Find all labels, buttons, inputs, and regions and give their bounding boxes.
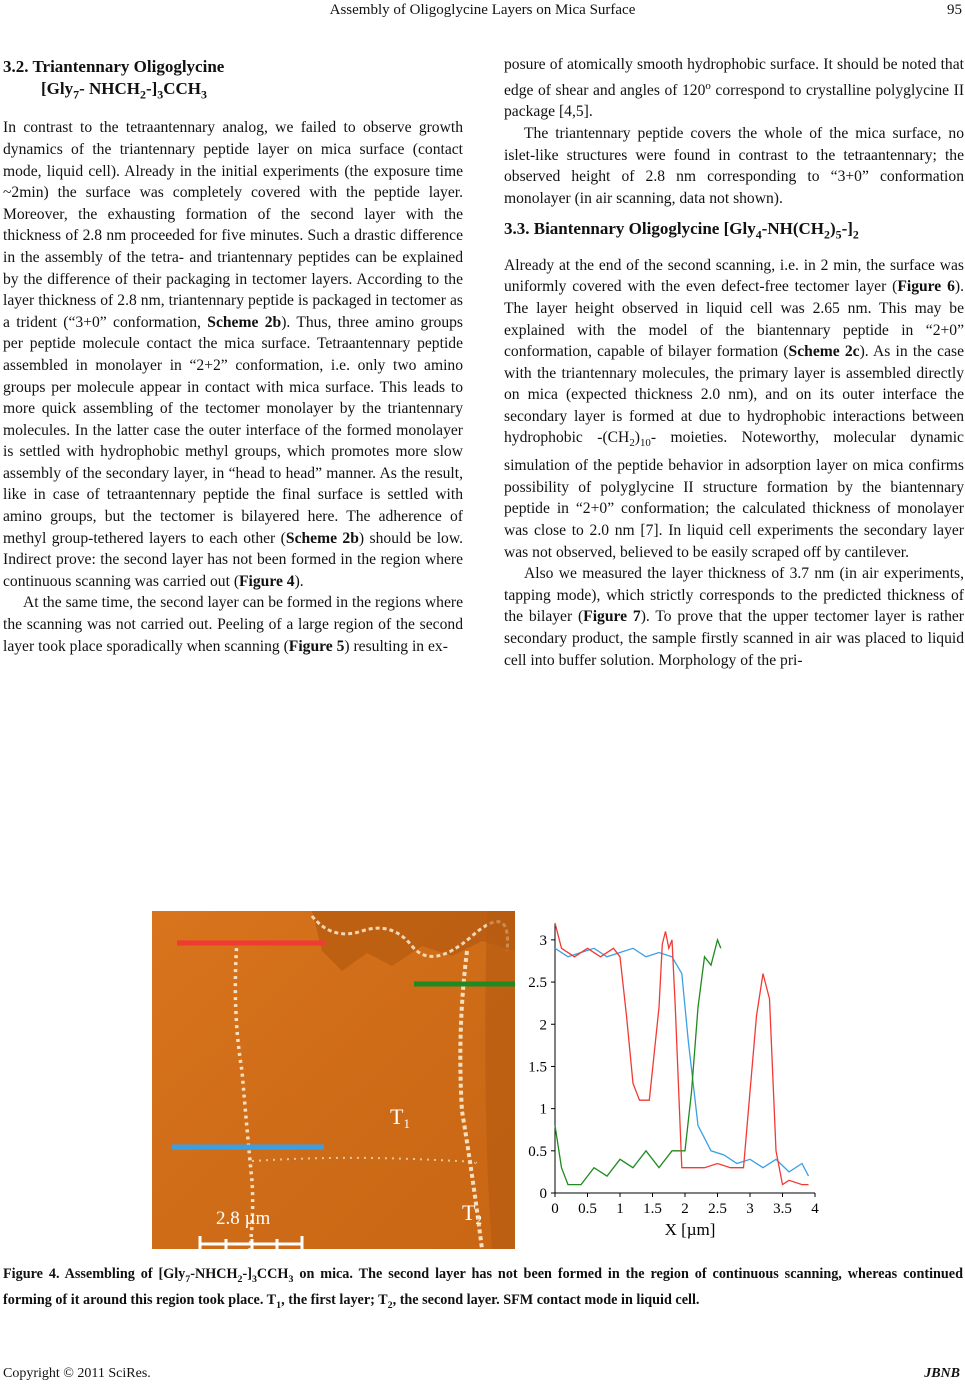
afm-right-strip xyxy=(485,911,515,1249)
section-heading-3-3: 3.3. Biantennary Oligoglycine $[Gly_4-NH(CH_2)_5-]_2$ xyxy=(504,219,859,242)
paragraph: At the same time, the second layer can be formed in the regions where the scanning was not carried out. Peeling of a large region of the second layer took place sporadically when scanning (Figure 5) resulting in ex- xyxy=(3,594,463,655)
x-tick-label: 1 xyxy=(616,1201,624,1217)
figure-4 xyxy=(152,911,832,1249)
paragraph: Also we measured the layer thickness of 3.7 nm (in air experiments, tapping mode), which strictly corresponds to the predicted thickness of the bilayer (Figure 7). To prove that the upper tectomer layer is rather secondary product, the sample firstly scanned in air was placed to liquid cell into buffer solution. Morphology of the pri- xyxy=(504,565,964,669)
x-tick-label: 2 xyxy=(681,1201,689,1217)
paragraph: Already at the end of the second scanning, i.e. in 2 min, the surface was uniformly covered with the even defect-free tectomer layer (Figure 6). The layer height observed in liquid cell was 2.65 nm. This may be explained with the model of the biantennary peptide in “2+0” conformation, capable of bilayer formation (Scheme 2c). As in the case with the triantennary molecules, the primary layer is assembled directly on mica (expected thickness 2.0 nm), and on its outer interface the secondary layer is formed at due to hydrophobic interactions between hydrophobic $-(CH_2)_{10}-$ moieties. Noteworthy, molecular dynamic simulation of the peptide behavior in adsorption layer on mica confirms possibility of polyglycine II structure formation by the biantennary peptide in “2+0” conformation; the calculated thickness of monolayer was close to 2.0 nm [7]. In liquid cell experiments the secondary layer was not observed, believed to be easily scraped off by cantilever. xyxy=(504,256,964,561)
page-header xyxy=(0,2,965,24)
right-column xyxy=(504,54,964,671)
x-tick-label: 4 xyxy=(811,1201,819,1217)
y-tick-label: 1.5 xyxy=(528,1059,547,1076)
copyright: Copyright © 2011 SciRes. xyxy=(3,1366,151,1381)
y-tick-label: 1 xyxy=(539,1101,547,1118)
figure-caption: Figure 4. Assembling of $[Gly_7-NHCH_2-]_3CCH_3$ on mica. The second layer has not been formed in the region of continuous scanning, whereas continued forming of it around this region took place. $T_1$, the first layer; $T_2$, the second layer. SFM contact mode in liquid cell. xyxy=(3,1266,963,1311)
label-t1: T1 xyxy=(390,1104,410,1131)
x-tick-label: 0.5 xyxy=(578,1201,597,1217)
page-number: 95 xyxy=(947,2,962,18)
x-tick-label: 1.5 xyxy=(643,1201,662,1217)
y-tick-label: 0 xyxy=(539,1186,547,1202)
journal-abbrev: JBNB xyxy=(924,1366,960,1381)
x-tick-label: 2.5 xyxy=(708,1201,727,1217)
page-footer xyxy=(3,1366,963,1382)
x-tick-label: 3 xyxy=(746,1201,754,1217)
label-t2: T2 xyxy=(462,1200,482,1227)
left-column xyxy=(3,56,463,657)
running-title: Assembly of Oligoglycine Layers on Mica Surface xyxy=(329,2,636,18)
x-tick-label: 0 xyxy=(551,1201,559,1217)
scale-bar-label: 2.8 µm xyxy=(216,1208,271,1229)
y-tick-label: 3 xyxy=(539,932,547,949)
paragraph: In contrast to the tetraantennary analog, we failed to observe growth dynamics of the triantennary peptide layer on mica surface (contact mode, liquid cell). Already in the initial experiments (the exposure time ~2min) the surface was completely covered with the peptide layer. Moreover, the exhausting formation of the second layer with the thickness of 2.8 nm proceeded for five minutes. Such a drastic difference in the assembly of the tetra- and triantennary peptides can be explained by the difference of their packaging in tectomer layers. According to the layer thickness of 2.8 nm, triantennary peptide is packaged in tectomer as a trident (“3+0” conformation, Scheme 2b). Thus, three amino groups per peptide molecule contact the mica surface. Tetraantennary peptide assembled in monolayer in “2+2” conformation, i.e. only two amino groups per molecule appear in contact with mica surface. This leads to more quick assembling of the tectomer monolayer by the triantennary molecules. In the latter case the outer interface of the formed monolayer is settled with hydrophobic methyl groups, which promotes more slow assembly of the secondary layer, in “head to head” manner. As the result, like in case of tetraantennary peptide the final surface is settled with amino groups, but the tectomer is bilayered here. The adherence of methyl group-tethered layers to each other (Scheme 2b) should be low. Indirect prove: the second layer has not been formed in the region where continuous scanning was carried out (Figure 4). xyxy=(3,119,463,590)
x-axis-label: X [µm] xyxy=(664,1220,716,1239)
x-tick-label: 3.5 xyxy=(773,1201,792,1217)
y-tick-label: 2.5 xyxy=(528,975,547,992)
y-tick-label: 0.5 xyxy=(528,1143,547,1160)
height-profile-chart xyxy=(515,911,832,1249)
afm-image xyxy=(152,911,515,1249)
section-heading-3-2: 3.2. Triantennary Oligoglycine [Gly$_7$- $NHCH_2-]_3CCH_3$ xyxy=(3,57,225,102)
y-tick-label: 2 xyxy=(539,1017,547,1034)
paragraph: The triantennary peptide covers the whole of the mica surface, no islet-like structures were found in contrast to the tetraantennary; the observed height of 2.8 nm corresponding to “3+0” conformation monolayer (in air scanning, data not shown). xyxy=(504,124,964,207)
paragraph: posure of atomically smooth hydrophobic surface. It should be noted that edge of shear and angles of 120$^o$ correspond to crystalline polyglycine II package [4,5]. xyxy=(504,56,965,121)
